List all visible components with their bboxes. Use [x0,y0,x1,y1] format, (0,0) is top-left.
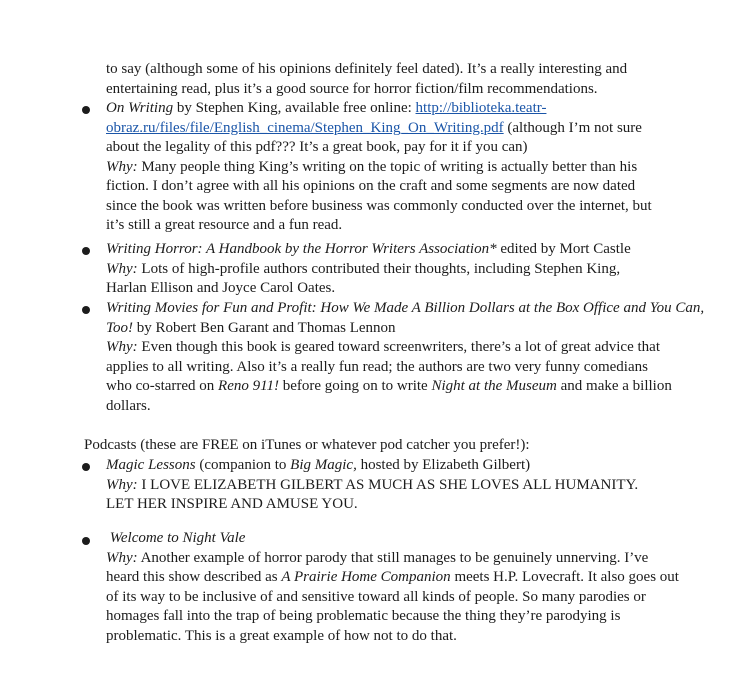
text-line: since the book was written before business was commonly conducted over the internet, but [106,197,652,214]
text-line: of its way to be inclusive of and sensitive toward all kinds of people. So many parodies or [106,588,646,605]
bullet-icon [82,463,90,471]
intro-paragraph [106,60,686,99]
book-title: Big Magic, [290,457,357,473]
text-span: I LOVE ELIZABETH GILBERT AS MUCH AS SHE LOVES ALL HUMANITY. [137,476,639,493]
text-line: problematic. This is a great example of how not to do that. [106,627,457,644]
text-span: Even though this book is geared toward screenwriters, there’s a lot of great advice that [137,339,660,355]
list-item-night-vale [106,529,686,646]
book-title: Writing Horror: A Handbook by the Horror Writers Association* [106,241,497,257]
bullet-icon [82,306,90,314]
text-span: Lots of high-profile authors contributed their thoughts, including Stephen King, [137,260,621,277]
show-title: A Prairie Home Companion [281,569,451,585]
book-author: edited by Mort Castle [496,241,631,257]
podcast-title: Welcome to Night Vale [109,530,246,546]
podcasts-heading: Podcasts (these are FREE on iTunes or whatever pod catcher you prefer!): [84,437,530,453]
book-title: On Writing [106,100,174,116]
why-label: Why: [106,339,138,355]
why-label: Why: [106,158,138,175]
text-line: Harlan Ellison and Joyce Carol Oates. [106,280,336,296]
text-span: before going on to write [279,378,432,394]
bullet-icon [82,537,90,545]
text-line: dollars. [106,397,151,414]
text-span: hosted by Elizabeth Gilbert) [356,457,531,473]
text-span: Many people thing King’s writing on the topic of writing is actually better than his [137,158,638,175]
text-line: to say (although some of his opinions definitely feel dated). It’s a really interesting and [106,61,628,77]
text-line: about the legality of this pdf??? It’s a great book, pay for it if you can) [106,139,528,155]
book-author: by Robert Ben Garant and Thomas Lennon [132,319,396,336]
bullet-icon [82,247,90,255]
list-item-on-writing [106,99,686,236]
why-label: Why: [106,260,138,277]
text-line: applies to all writing. Also it’s a really fun read; the authors are two very funny comedians [106,358,648,375]
book-author: by Stephen King, available free online: [173,100,416,116]
text-span: who co-starred on [106,378,219,394]
text-line: fiction. I don’t agree with all his opinions on the craft and some segments are now dated [106,178,636,194]
pdf-link[interactable]: http://biblioteka.teatr- [415,100,547,116]
list-item-writing-movies [106,299,705,416]
text-span: heard this show described as [106,569,282,585]
book-title: Writing Movies for Fun and Profit: How We Made A Billion Dollars at the Box Office and You Can, [106,300,705,316]
text-line: homages fall into the trap of being problematic because the thing they’re parodying is [106,608,621,624]
podcast-title: Magic Lessons [106,457,196,473]
text-span: Another example of horror parody that still manages to be genuinely unnerving. I’ve [137,549,649,566]
pdf-link-continued[interactable]: obraz.ru/files/file/English_cinema/Stephen_King_On_Writing.pdf [106,119,504,136]
book-title-continued: Too! [106,319,133,336]
list-item-magic-lessons [106,456,686,515]
why-label: Why: [106,549,138,566]
text-line: it’s still a great resource and a fun read. [106,217,343,233]
movie-title: Night at the Museum [431,378,557,394]
text-span: (although I’m not sure [503,119,642,136]
text-span: and make a billion [556,378,672,394]
list-item-writing-horror [106,240,686,299]
why-label: Why: [106,476,138,493]
text-span: (companion to [195,457,291,473]
bullet-icon [82,106,90,114]
show-title: Reno 911! [218,378,279,394]
text-line: LET HER INSPIRE AND AMUSE YOU. [106,496,358,512]
text-line: entertaining read, plus it’s a good source for horror fiction/film recommendations. [106,80,598,97]
text-span: meets H.P. Lovecraft. It also goes out [450,569,679,585]
